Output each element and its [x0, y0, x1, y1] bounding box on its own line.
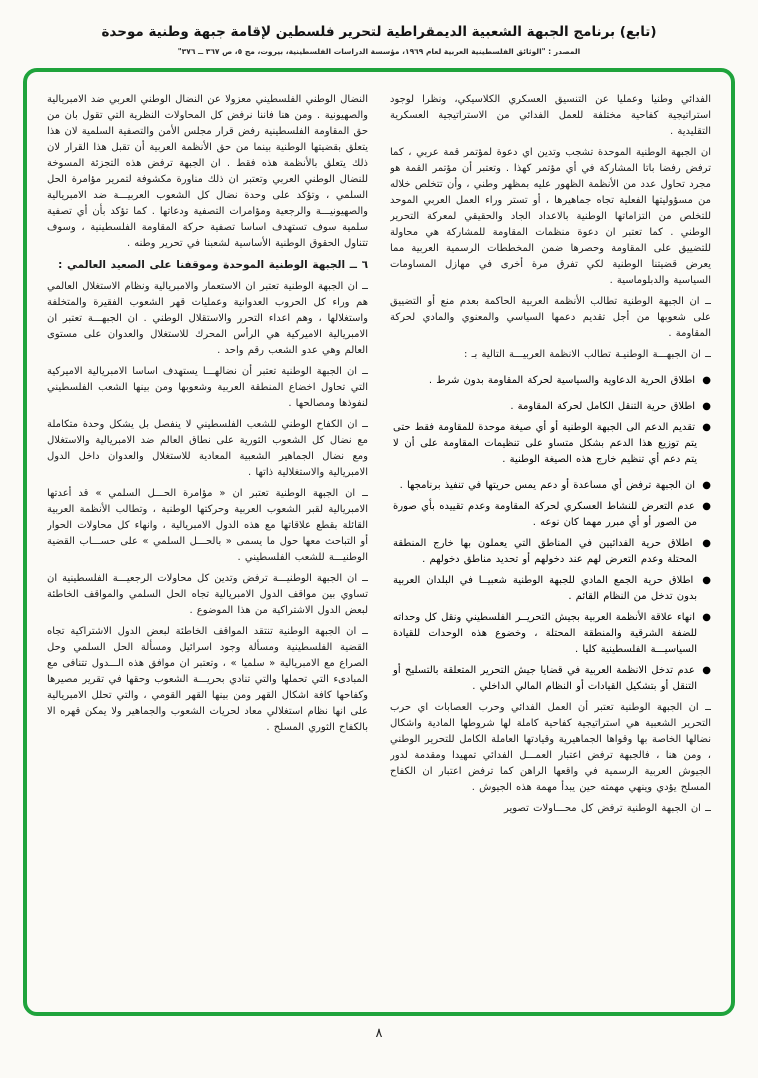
paragraph: ــ ان الجبهة الوطنية تعتبر أن نضالهـــا يستهدف اساسا الامبريالية الاميركية التي تحاول اخضاع المنطقة العربية وشعوبها ومن بينها الشعب الفلسطيني لنفوذها ومصالحها .: [47, 366, 368, 409]
bullet-icon: ●: [702, 538, 711, 549]
paragraph: ــ ان الجبهة الوطنيـــة ترفض وتدين كل محاولات الرجعيـــة الفلسطينية ان تساوي بين مواقف الدول الامبريالية تجاه الحل السلمي والمواقف الخاطئة لبعض الدول الاشتراكية من هذا الموضوع .: [47, 573, 368, 616]
list-item: ● اطلاق حرية الجمع المادي للجبهة الوطنية شعبيــا في البلدان العربية بدون تدخل من النظام القائم .: [393, 575, 711, 602]
page-number: ٨: [375, 1026, 383, 1041]
paragraph: ــ ان الكفاح الوطني للشعب الفلسطيني لا ينفصل بل يشكل وحدة متكاملة مع نضال كل الشعوب الثورية على نطاق العالم ضد الامبريالية والاستغلال ومع نضال الجماهير الشعبية المعادية للاستغلال والعدوان داخل الدول الامبريالية والاستغلالية ذاتها .: [47, 419, 368, 478]
bullet-icon: ●: [702, 575, 711, 586]
paragraph: ــ ان الجبهة الوطنية ترفض كل محـــاولات تصوير: [503, 803, 711, 814]
bullet-icon: ●: [702, 480, 711, 491]
bullet-icon: ●: [702, 612, 711, 623]
paragraph: ــ ان الجبهة الوطنية تعتبر ان « مؤامرة الحـــل السلمي » قد أعدتها الامبريالية لقبر الشعوب العربية وحركتها الوطنية ، وتطالب الأنظمة العربية القائلة بقطع علاقاتها مع هذه الدول الامبريالية ، وانهاء كل محاولات الحوار أو التباحث معها حول ما يسمى « بالحـــل السلمي » على حســـاب القضية الوطنيـــة للشعب الفلسطيني .: [47, 488, 368, 563]
paragraph: ان الجبهة الوطنية الموحدة تشجب وتدين اي دعوة لمؤتمر قمة عربي ، كما ترفض رفضا باتا المشاركة في أي مؤتمر كهذا . وتعتبر أن مؤتمر القمة هو مجرد تحاول عدد من الأنظمة الظهور عليه بمظهر وطني ، وأن تتخلص خلاله من مسؤوليتها الفعلية تجاه جماهيرها ، أو تستر وراء العمل العربي الموحد للتخلص من التزاماتها الوطنية بالاعداد الجاد والحقيقي لمعركة التحرير الوطني . كما تعتبر ان دعوة منظمات المقاومة للمشاركة هي محاولة للتضييق على المقاومة وحصرها ضمن المخططات الرسمية العربية مما يعرض قضيتنا الوطنية لكي تفرق مرة أخرى في مهازل المساومات السياسية والدبلوماسية .: [390, 147, 711, 286]
column-left: [47, 92, 368, 1002]
document-source: المصدر : "الوثائق الفلسطينية العربية لعام ١٩٦٩، مؤسسة الدراسات الفلسطينية، بيروت، مج ٥، ص ٣٦٧ ــ ٣٧٦": [177, 47, 581, 56]
paragraph: الفدائي وطنيا وعمليا عن التنسيق العسكري الكلاسيكي، ونظرا لوجود استراتيجية كفاحية مختلفة للعمل الفدائي من الاستراتيجية العسكرية التقليدية .: [390, 94, 711, 137]
list-item: ● عدم تدخل الانظمة العربية في قضايا جيش التحرير المتعلقة بالتسليح أو التنقل أو بتشكيل القيادات أو النظام المالي الداخلي .: [393, 665, 711, 692]
bullet-icon: ●: [702, 665, 711, 676]
document-frame: [23, 68, 735, 1016]
page-footer: [0, 1022, 758, 1041]
page-header: [0, 0, 758, 56]
paragraph: ــ ان الجبهـــة الوطنيـة تطالب الانظمة العربيـــة التالية بـ :: [464, 349, 711, 360]
paragraph: ــ ان الجبهة الوطنية تطالب الأنظمة العربية الحاكمة بعدم منع أو التضييق على شعوبها من أجل تقديم دعمها السياسي والمعنوي والمادي لحركة المقاومة .: [390, 296, 711, 339]
column-right: [390, 92, 711, 1002]
section-heading: ٦ ــ الجبهة الوطنية الموحدة وموقفنا على الصعيد العالمي :: [58, 259, 368, 271]
bullet-icon: ●: [702, 422, 711, 433]
list-item: ● اطلاق الحرية الدعاوية والسياسية لحركة المقاومة بدون شرط .: [429, 373, 711, 389]
list-item: ● عدم التعرض للنشاط العسكري لحركة المقاومة وعدم تقييده بأي صورة من الصور أو أي مبرر مهما كان نوعه .: [393, 501, 711, 528]
paragraph: ــ ان الجبهة الوطنية تعتبر أن العمل الفدائي وحرب العصابات اي حرب التحرير الشعبية هي استراتيجية كفاحية كاملة لها شروطها المادية واشكال نضالها الخاصة بها وقواها الجماهيرية وقيادتها العاملة الكامل للتحرير الوطني ، ومن هنا ، فالجبهة ترفض اعتبار العمـــل الفدائي تمهيدا ومقدمة لدور الجيوش العربية الرسمية في واقعها الراهن كما ترفض اعتبار ان الكفاح المسلح يؤدي وينهي مهمته حين يبدأ مهمة هذه الجيوش .: [390, 702, 711, 793]
list-item: ● اطلاق حرية الفدائيين في المناطق التي يعملون بها خارج المنطقة المحتلة وعدم التعرض لهم عند دخولهم أو تحديد مناطق دخولهم .: [393, 538, 711, 565]
list-item: ● تقديم الدعم الى الجبهة الوطنية أو أي صيغة موحدة للمقاومة فقط حتى يتم توزيع هذا الدعم بشكل متساو على تنظيمات المقاومة على أن لا يتم دعم أي تنظيم خارج هذه الصيغة الوطنية .: [393, 422, 711, 465]
bullet-icon: ●: [702, 375, 711, 386]
paragraph: ــ ان الجبهة الوطنية تعتبر ان الاستعمار والامبريالية ونظام الاستغلال العالمي هم وراء كل الحروب العدوانية وعمليات قهر الشعوب الفقيرة والمتخلفة واستغلالها ، وهم اعداء التحرر والاستقلال الوطني . ان الجبهـــة تعتبر ان الامبريالية الاميركية هي الرأس المحرك للاستغلال والعدوان على مستوى العالم وهي عدو الشعب رقم واحد .: [47, 281, 368, 356]
list-item: ● انهاء علاقة الأنظمة العربية بجيش التحريــر الفلسطيني ونقل كل وحداته للضفة الشرقية والمنطقة المحتلة ، وخضوع هذه الوحدات للقيادة السياسيـــة الفلسطينية كليا .: [393, 612, 711, 655]
paragraph: النضال الوطني الفلسطيني معزولا عن النضال الوطني العربي ضد الامبريالية والصهيونية . ومن هنا فاننا نرفض كل المحاولات النظرية التي تقول بان من حق المقاومة الفلسطينية رفض قرار مجلس الأمن والتصفية السلمية لان هذا يتعلق بقضيتها الوطنية بينما من حق الأنظمة العربية أن تقبل هذا القرار لان ذلك يتعلق بالأنظمة هذه فقط . ان الجبهة ترفض هذه التجزئة المسوخة للنضال الوطني العربي وتعتبر ان ذلك مناورة مكشوفة لتمرير مؤامرة الحل السلمي ، وتؤكد على وحدة نضال كل الشعوب العربيـــة ضد الامبريالية والصهيونيـــة والرجعية ومؤامرات التصفية ودعاتها . كما تؤكد بأن أي تصفية سلمية سوف تستهدف اساسا تصفية حركة المقاومة الفلسطينية ، وسوف تتناول الحقوق الوطنية الأساسية لشعبنا في تحرير وطنه .: [47, 94, 368, 249]
text-columns: [47, 92, 711, 1002]
paragraph: ــ ان الجبهة الوطنية تنتقد المواقف الخاطئة لبعض الدول الاشتراكية تجاه القضية الفلسطينية ومسألة وجود اسرائيل ومسألة الحل السلمي وحل الصراع مع الامبريالية « سلميا » ، وتعتبر ان موافق هذه الـــدول تتنافى مع المبادىء التي تحملها والتي تنادي بحريـــة الشعوب وحقها في تقرير مصيرها وكفاحها كافة اشكال القهر ومن بينها القهر القومي ، والتي تحلل الامبريالية على انها نظام استغلالي معاد لحريات الشعوب والجماهير ولا يمكن قهره الا بالكفاح الثوري المسلح .: [47, 626, 368, 733]
list-item: ● اطلاق حرية التنقل الكامل لحركة المقاومة .: [510, 399, 711, 415]
list-item: ● ان الجبهة ترفض أي مساعدة أو دعم يمس حريتها في تنفيذ برنامجها .: [400, 478, 711, 494]
bullet-icon: ●: [702, 501, 711, 512]
document-title: (تابع) برنامج الجبهة الشعبية الديمقراطية لتحرير فلسطين لإقامة جبهة وطنية موحدة: [101, 24, 657, 40]
bullet-icon: ●: [702, 401, 711, 412]
